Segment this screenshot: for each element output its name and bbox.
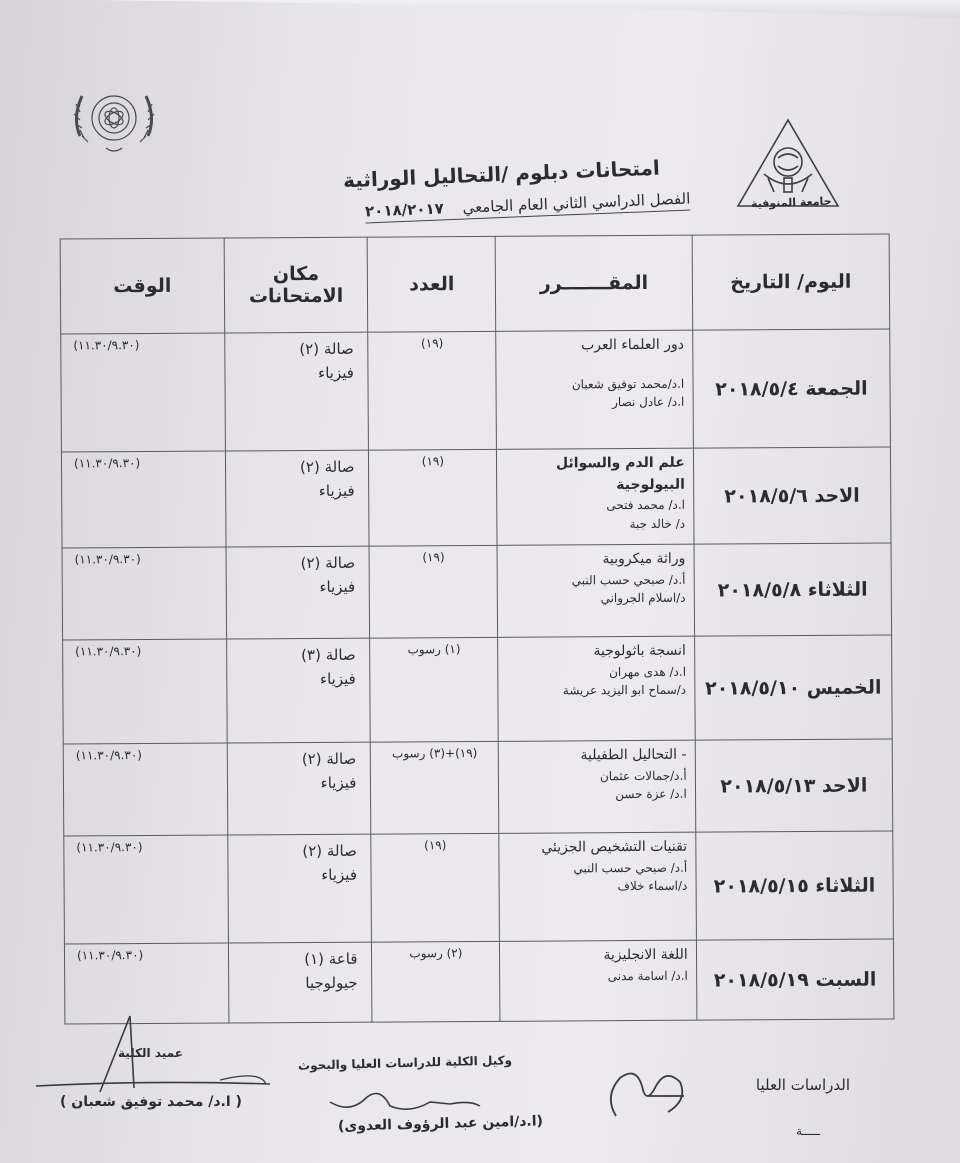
semester-line: [364, 189, 690, 223]
instructor: أ.د/ صبحي حسب النبي: [573, 860, 688, 876]
dean-signature-icon: [30, 1010, 280, 1100]
institution-seal-icon: [66, 78, 162, 162]
building-name: فيزياء: [319, 577, 356, 596]
exam-date: الخميس ٢٠١٨/٥/١٠: [694, 635, 892, 740]
instructor: أ.د/ صبحي حسب النبي: [571, 572, 686, 588]
table-header-row: [60, 234, 890, 334]
hall-name: صالة (٢): [302, 841, 357, 861]
course-cell: [497, 544, 694, 637]
col-course: المقـــــــرر: [495, 235, 692, 331]
building-name: جيولوجيا: [305, 973, 358, 993]
building-name: فيزياء: [320, 773, 357, 792]
exam-time: (١١.٣٠/٩.٣٠): [61, 451, 225, 548]
course-name: وراثة ميكروبية: [602, 550, 686, 568]
exam-time: (١١.٣٠/٩.٣٠): [61, 333, 226, 452]
table-row: [61, 447, 891, 548]
course-name: اللغة الانجليزية: [603, 946, 688, 964]
dean-name: ( ا.د/ محمد توفيق شعبان ): [60, 1094, 242, 1110]
hall-name: قاعة (١): [304, 949, 358, 969]
exam-place: [227, 742, 371, 835]
building-name: فيزياء: [321, 865, 358, 884]
exam-date: الجمعة ٢٠١٨/٥/٤: [692, 329, 890, 448]
table-row: [63, 739, 893, 836]
course-name: تقنيات التشخيص الجزيئي: [541, 838, 688, 856]
instructor: د/اسماء خلاف: [617, 879, 688, 894]
instructor: ا.د/ اسامة مدنى: [607, 968, 688, 983]
vice-dean-name: (ا.د/امين عبد الرؤوف العدوى): [337, 1113, 544, 1135]
student-count: (١٩): [369, 449, 497, 546]
exam-date: الاحد ٢٠١٨/٥/١٣: [695, 739, 893, 832]
course-name: - التحاليل الطفيلية: [580, 746, 687, 764]
exam-date: الثلاثاء ٢٠١٨/٥/٨: [694, 543, 892, 636]
graduate-studies-signature-icon: [596, 1056, 696, 1126]
table-row: [63, 635, 893, 744]
exam-time: (١١.٣٠/٩.٣٠): [63, 639, 227, 744]
building-name: فيزياء: [319, 669, 356, 688]
instructor: ا.د/ هدى مهران: [609, 664, 687, 679]
instructor: د/اسلام الجرواني: [600, 591, 686, 606]
dean-title: عميد الكلية: [118, 1046, 183, 1060]
graduate-studies-title: الدراسات العليا: [755, 1076, 850, 1094]
hall-name: صالة (٢): [299, 339, 354, 359]
table-row: [64, 831, 894, 944]
student-count: (١٩): [368, 331, 497, 450]
instructor: ا.د/ محمد فتحى: [606, 498, 686, 513]
hall-name: صالة (٢): [301, 749, 357, 769]
vice-dean-signature-icon: [320, 1080, 490, 1120]
course-cell: [498, 636, 695, 741]
course-cell: [497, 448, 694, 545]
exam-place: [226, 546, 370, 639]
exam-time: (١١.٣٠/٩.٣٠): [62, 547, 226, 640]
student-count: (١٩): [369, 545, 497, 638]
student-count: (١٩): [371, 833, 500, 942]
hall-name: صالة (٣): [301, 645, 356, 665]
exam-place: [226, 638, 370, 743]
course-cell: [496, 330, 693, 449]
building-name: فيزياء: [318, 481, 355, 500]
course-name: دور العلماء العرب: [581, 336, 685, 354]
instructor: أ.د/جمالات عثمان: [599, 768, 687, 783]
exam-table: [60, 233, 895, 1024]
student-count: (١٩)+(٣) رسوب: [371, 741, 499, 834]
page-title: امتحانات دبلوم /التحاليل الوراثية: [342, 155, 661, 193]
exam-date: الاحد ٢٠١٨/٥/٦: [693, 447, 891, 544]
course-name: انسجة باثولوجية: [593, 642, 686, 660]
course-cell: [499, 832, 696, 941]
semester-label: الفصل الدراسي الثاني العام الجامعي: [461, 189, 691, 217]
table-row: [61, 329, 891, 452]
exam-place: [225, 450, 369, 547]
exam-time: (١١.٣٠/٩.٣٠): [64, 943, 228, 1024]
exam-place: [228, 834, 372, 943]
university-name: جامعة المنوفية: [751, 194, 833, 211]
building-name: فيزياء: [318, 363, 354, 382]
col-count: العدد: [368, 236, 496, 332]
exam-time: (١١.٣٠/٩.٣٠): [63, 743, 227, 836]
exam-date: السبت ٢٠١٨/٥/١٩: [696, 939, 894, 1020]
student-count: (١) رسوب: [370, 637, 499, 742]
course-name: علم الدم والسوائل البيولوجية: [555, 454, 685, 493]
academic-year: ٢٠١٨/٢٠١٧: [364, 199, 444, 221]
paper-fold: [0, 0, 960, 18]
hall-name: صالة (٢): [300, 553, 356, 573]
col-place: مكان الامتحانات: [224, 237, 368, 333]
exam-date: الثلاثاء ٢٠١٨/٥/١٥: [695, 831, 893, 940]
exam-time: (١١.٣٠/٩.٣٠): [64, 835, 228, 944]
instructor: ا.د/محمد توفيق شعبان: [571, 376, 685, 392]
col-date: اليوم/ التاريخ: [692, 234, 890, 330]
course-cell: [499, 740, 696, 833]
student-count: (٢) رسوب: [372, 941, 500, 1022]
instructor: د/ خالد جبة: [629, 516, 686, 532]
instructor: د/سماح ابو اليزيد عريشة: [562, 683, 687, 698]
table-row: [62, 543, 892, 640]
exam-place: [225, 332, 369, 451]
instructor: ا.د/ عادل نصار: [612, 395, 685, 410]
instructor: ا.د/ عزة حسن: [615, 787, 687, 802]
course-cell: [500, 940, 697, 1021]
graduate-studies-mark: ـــــة: [795, 1124, 820, 1138]
exam-schedule: [60, 233, 895, 1014]
hall-name: صالة (٢): [299, 457, 355, 477]
vice-dean-title: وكيل الكلية للدراسات العليا والبحوث: [297, 1053, 513, 1073]
col-time: الوقت: [60, 238, 224, 334]
